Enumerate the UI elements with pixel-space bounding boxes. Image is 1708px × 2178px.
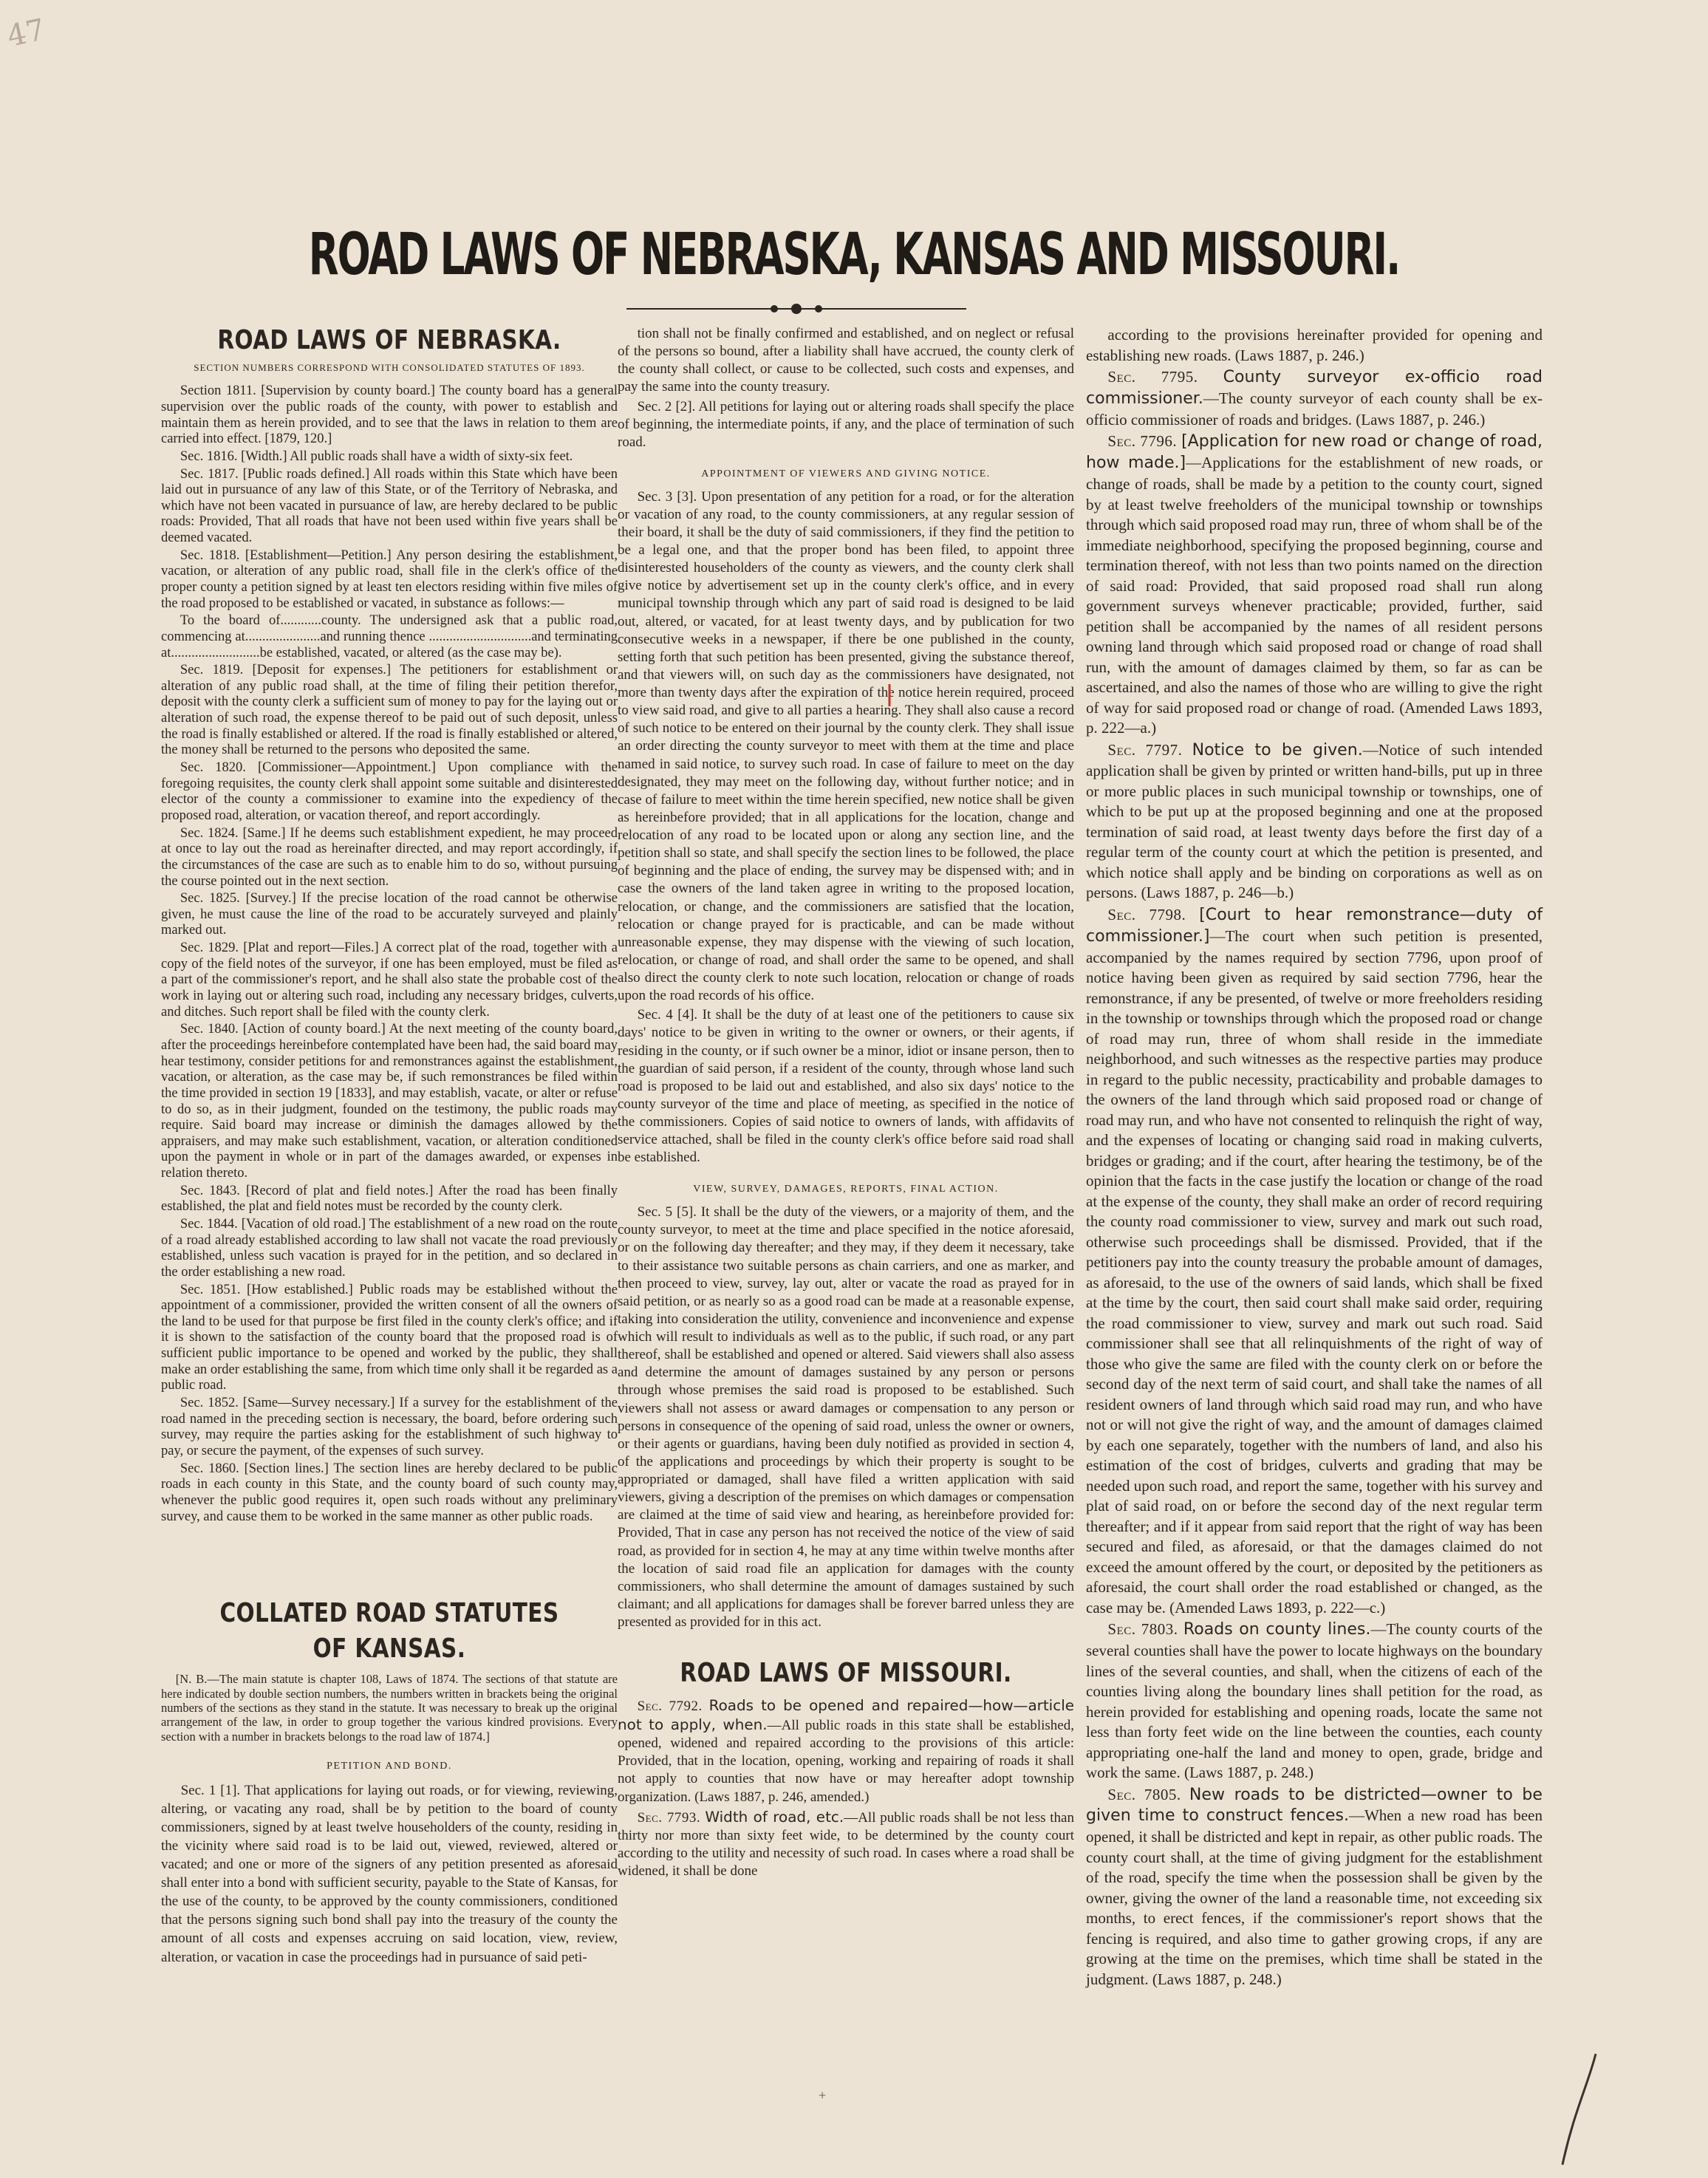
section-heading: County surveyor ex-officio road commissioner. [1086, 368, 1543, 408]
nebraska-sections [161, 383, 618, 1525]
footer-mark: + [819, 2088, 827, 2103]
section-paragraph: Sec. 1825. [Survey.] If the precise location of the road cannot be otherwise given, he must cause the line of the road to be accurately surveyed and plainly marked out. [161, 891, 618, 938]
section-text: —The county courts of the several counties shall have the power to locate highways on the boundary lines of the several counties, and shall, when the citizens of each of the counties living along the boundary lines shall petition for the road, as herein provided for establishing and opening roads, locate the same not less than forty feet wide on the line between the counties, each county appropriating one-half the land and money to open, grade, bridge and work the same. (Laws 1887, p. 248.) [1086, 1620, 1543, 1781]
section-paragraph: Sec. 2 [2]. All petitions for laying out or altering roads shall specify the place of beginning, the intermediate points, if any, and the place of termination of such road. [618, 398, 1074, 450]
nebraska-subnote: SECTION NUMBERS CORRESPOND WITH CONSOLIDATED STATUTES OF 1893. [194, 362, 585, 374]
kansas-subhead-petition: PETITION AND BOND. [327, 1761, 452, 1772]
column-nebraska [161, 325, 618, 1773]
section-text: —Notice of such intended application shall be given by printed or written hand-bills, put up in three or more public places in such municipal township or townships, one of which to be put up at the proposed beginning and one at the proposed termination of said road, at least twenty days before the first day of a regular term of the county court at which the petition is presented, and which notice shall apply and be binding on corporations as well as on persons. (Laws 1887, p. 246—b.) [1086, 740, 1543, 902]
section-paragraph: Sec. 4 [4]. It shall be the duty of at least one of the petitioners to cause six days' notice to be given in writing to the owner or owners, or their agents, if residing in the county, or if such owner be a minor, idiot or insane person, then to the guardian of said person, if a resident of the county, through whose land such road is proposed to be laid out and established, and also six days' notice to the county surveyor of the time and place of meeting, as specified in the notice of the commissioners. Copies of said notice to owners of lands, with affidavits of service attached, shall be filed in the county clerk's office before said road shall be established. [618, 1007, 1075, 1166]
section-number: Sec. 7797. [1107, 740, 1192, 759]
section-paragraph: tion shall not be finally confirmed and established, and on neglect or refusal of the persons so bound, after a liability shall have accrued, the county clerk of the county shall collect, or cause to be collected, such costs and expenses, and pay the same into the county treasury. [618, 326, 1074, 395]
section-paragraph: Sec. 1816. [Width.] All public roads shall have a width of sixty-six feet. [180, 448, 573, 464]
kansas-continued [618, 325, 1074, 451]
page-title: ROAD LAWS OF NEBRASKA, KANSAS AND MISSOURI. [308, 222, 1400, 288]
section-paragraph: To the board of............county. The undersigned ask that a public road, commencing at......................and running thence ..............................and terminating at..........................be established, vacated, or altered (as the case may be). [161, 613, 618, 660]
section-text: according to the provisions hereinafter provided for opening and establishing new roads. (Laws 1887, p. 246.) [1086, 326, 1543, 364]
missouri-sections-b [1086, 325, 1543, 1990]
section-heading: New roads to be districted—owner to be given time to construct fences. [1086, 1785, 1543, 1826]
red-pencil-mark [887, 684, 892, 706]
section-paragraph: Sec. 1818. [Establishment—Petition.] Any person desiring the establishment, vacation, or alteration of any public road, shall file in the clerk's office of the proper county a petition signed by at least ten electors residing within five miles of the road proposed to be established or vacated, in substance as follows:— [161, 547, 618, 611]
section-heading: [Application for new road or change of road, how made.] [1086, 432, 1543, 473]
section-paragraph: Sec. 1843. [Record of plat and field notes.] After the road has been finally established, the plat and field notes must be recorded by the county clerk. [161, 1183, 618, 1215]
section-paragraph: Sec. 5 [5]. It shall be the duty of the viewers, or a majority of them, and the county surveyor, to meet at the time and place specified in the notice aforesaid, or on the following day thereafter; and they may, if they deem it necessary, take to their assistance two suitable persons as chain carriers, and one as marker, and then proceed to view, survey, lay out, alter or vacate the road as prayed for in said petition, or as nearly so as a good road can be made at a reasonable expense, taking into consideration the utility, convenience and inconvenience and expense which will result to individuals as well as to the public, if such road, or any part thereof, shall be established and opened or altered. Said viewers shall also assess and determine the amount of damages sustained by any person or persons through whose premises the said road is proposed to be established. Such viewers shall not assess or award damages or compensation to any person or persons in consequence of the opening of said road, unless the owner or owners, or their agents or guardians, having been duly notified as provided in section 4, of the applications and proceedings by which their property is sought to be appropriated or damaged, shall have filed a written application with said viewers, giving a description of the premises on which damages or compensation are claimed at the time of said view and hearing, as hereinbefore provided for: Provided, That in case any person has not received the notice of the view of said road, as provided for in section 4, he may at any time within twelve months after the location of said road file an application for damages with the county commissioners, who shall determine the amount of damages sustained by such claimant; and all applications for damages shall be forever barred unless they are presented as provided for in this act. [618, 1204, 1074, 1631]
kansas-block [161, 1596, 618, 1967]
section-text: —The county surveyor of each county shall be ex-officio commissioner of roads and bridges. (Laws 1887, p. 246.) [1086, 389, 1543, 429]
kansas-view-sections [618, 1204, 1074, 1631]
column-kansas-missouri [618, 325, 1074, 1936]
pen-stroke-mark [1559, 2054, 1603, 2165]
section-text: —All public roads shall be not less than thirty nor more than sixty feet wide, to be determined by the county court according to the utility and necessity of such road. In cases where a road shall be widened, it shall be done [618, 1809, 1074, 1879]
section-text: —When a new road has been opened, it shall be districted and kept in repair, as other public roads. The county court shall, at the time of giving judgment for the establishment of the road, specify the time when the possession shall be given by the owner, giving the owner of the land a reasonable time, not exceeding six months, to erect fences, if the commissioner's report shows that the fencing is required, and also time to gather growing crops, if any are growing at the time on the premises, which time shall be stated in the judgment. (Laws 1887, p. 248.) [1086, 1806, 1543, 1988]
column-missouri [1086, 325, 1543, 1988]
section-text: —Applications for the establishment of new roads, or change of roads, shall be made by a petition to the county court, signed by at least twelve freeholders of the municipal township or townships through which said proposed road may run, three of whom shall be of the immediate neighborhood, specifying the proposed beginning, course and termination thereof, with not less than two points named on the direction of said road: Provided, that said proposed road shall run along government surveys whenever practicable; provided, further, said petition shall be accompanied by the names of all resident persons owning land through which said proposed road or change of road shall run, with the amount of damages claimed by them, so far as can be ascertained, and also the names of those who are willing to give the right of way for said proposed road or change of road. (Amended Laws 1893, p. 222—a.) [1086, 454, 1543, 737]
kansas-note: [N. B.—The main statute is chapter 108, Laws of 1874. The sections of that statute are here indicated by double section numbers, the numbers written in brackets being the original numbers of the sections as they stand in the statute. It was necessary to break up the original arrangement of the law, in order to group together the various kindred provisions. Every section with a number in brackets belongs to the road law of 1874.] [161, 1672, 618, 1744]
section-paragraph [1086, 905, 1543, 1618]
page-number: 47 [4, 13, 49, 54]
section-paragraph [1086, 325, 1543, 366]
section-paragraph [1086, 431, 1543, 738]
kansas-subhead-viewers: APPOINTMENT OF VIEWERS AND GIVING NOTICE. [701, 468, 991, 479]
section-paragraph: Sec. 1820. [Commissioner—Appointment.] Upon compliance with the foregoing requisites, the county clerk shall appoint some suitable and disinterested elector of the county a commissioner to examine into the expediency of the proposed road, alteration, or vacation thereof, and report accordingly. [161, 760, 618, 823]
section-heading: Width of road, etc. [705, 1807, 844, 1826]
section-paragraph [618, 1808, 1074, 1881]
section-heading: [Court to hear remonstrance—duty of commissioner.] [1086, 905, 1543, 946]
section-paragraph: Sec. 1817. [Public roads defined.] All roads within this State which have been laid out in pursuance of any law of this State, or of the Territory of Nebraska, and which have not been vacated in pursuance of law, are hereby declared to be public roads: Provided, That all roads that have not been used within five years shall be deemed vacated. [161, 466, 618, 546]
section-paragraph: Sec. 1860. [Section lines.] The section lines are hereby declared to be public roads in each county in this State, and the county board of such county may, whenever the public good requires it, open such roads without any preliminary survey, and cause them to be worked in the same manner as other public roads. [161, 1461, 618, 1524]
section-number: Sec. 7798. [1107, 905, 1200, 924]
section-number: Sec. 7792. [637, 1698, 709, 1714]
missouri-heading: ROAD LAWS OF MISSOURI. [680, 1658, 1012, 1689]
nebraska-heading: ROAD LAWS OF NEBRASKA. [217, 325, 561, 355]
section-number: Sec. 7805. [1107, 1785, 1189, 1803]
kansas-subhead-view: VIEW, SURVEY, DAMAGES, REPORTS, FINAL ACTION. [693, 1184, 999, 1195]
missouri-sections-a [618, 1696, 1074, 1880]
section-heading: Roads to be opened and repaired—how—article not to apply, when. [618, 1696, 1074, 1733]
section-text: —All public roads in this state shall be established, opened, widened and repaired according to the provisions of this article: Provided, that in the location, opening, working and repairing of roads it shall not apply to counties that now have or may hereafter adopt township organization. (Laws 1887, p. 246, amended.) [618, 1718, 1074, 1805]
section-text: —The court when such petition is presented, accompanied by the names required by section 7796, upon proof of notice having been given as required by said section 7796, hear the remonstrance, if any be presented, of twelve or more freeholders residing in the township or townships through which the proposed road or change of road may run, three of whom shall reside in the immediate neighborhood, and such witnesses as the respective parties may produce in regard to the public necessity, practicability and probable damages to the owners of the land through which said proposed road or change of road may run, and who have not consented to relinquish the right of way, and the expenses of locating or changing said road in making culverts, bridges or grading; and if the court, after hearing the testimony, be of the opinion that the facts in the case justify the location or change of the road at the expense of the county, they shall make an order of record requiring the county road commissioner to view, survey and mark out such road, otherwise such proceedings shall be dismissed. Provided, that if the petitioners pay into the county treasury the probable amount of damages, as aforesaid, to the use of the owners of said lands, which shall be fixed at the time by the court, then said court shall make said order, requiring the road commissioner to view, survey and mark out such road. Said commissioner shall see that all relinquishments of the right of way of those who give the same are filed with the county clerk on or before the second day of the next term of said court, and shall take the names of all resident owners of land through which said road may run, and who have not or will not give the right of way, and the amount of damages claimed by each one separately, together with the numbers of land, and also his estimation of the cost of bridges, culverts and grading that may be needed upon such road, and report the same, together with his survey and plat of said road, on or before the second day of the next regular term thereafter; and if it appear from said report that the right of way has been secured and filed, as aforesaid, or that the damages claimed do not exceed the amount offered by the court, or deposited by the petitioners as aforesaid, the court shall order the road established or changed, as the case may be. (Amended Laws 1893, p. 222—c.) [1086, 926, 1543, 1617]
section-paragraph: Section 1811. [Supervision by county board.] The county board has a general supervision over the public roads of the county, with power to establish and maintain them as herein provided, and to see that the laws in relation to them are carried into effect. [1879, 120.] [161, 383, 618, 447]
section-paragraph [1086, 740, 1543, 904]
section-paragraph: Sec. 1851. [How established.] Public roads may be established without the appointment of a commissioner, provided the written consent of all the owners of the land to be used for that purpose be first filed in the county clerk's office; and if it is shown to the satisfaction of the county board that the proposed road is of sufficient public importance to be opened and worked by the public, they shall make an order establishing the same, from which time only shall it be regarded as a public road. [161, 1282, 618, 1393]
title-ornament-rule [626, 298, 966, 320]
section-paragraph: Sec. 3 [3]. Upon presentation of any petition for a road, or for the alteration or vacation of any road, to the county commissioners, at any regular session of their board, it shall be the duty of said commissioners, if they find the petition to be a legal one, and that the proper bond has been filed, to appoint three disinterested householders of the county as viewers, and the county clerk shall give notice by advertisement set up in the county clerk's office, and in every municipal township through which any part of said road is designed to be laid out, altered, or vacated, for at least twenty days, and by publication for two consecutive weeks in a newspaper, if there be one published in the county, setting forth that such petition has been presented, giving the substance thereof, and that viewers will, on such day as the commissioners have designated, not more than twenty days after the expiration of the notice herein required, proceed to view said road, and give to all parties a hearing. They shall also cause a record of such notice to be entered on their journal by the county clerk. They shall issue an order directing the county surveyor to meet with them at the time and place named in said notice, to survey such road. In case of failure to meet on the day designated, they may meet on the following day, without further notice; and in case of failure to meet within the time herein specified, new notice shall be given as hereinbefore provided; that in all applications for the location, change and relocation of any road to be located upon or along any section line, and the petition shall so state, and shall specify the section lines to be followed, the place of beginning and the place of ending, the survey may be dispensed with; and in case the owners of the land taken agree in writing to the proposed location, relocation, or change, and the commissioners are satisfied that the location, relocation or change prayed for is practicable, and can be made without unreasonable expense, they may dispense with the viewing of such location, relocation, or change of road, and shall order the same to be opened, and shall also direct the county clerk to note such location, relocation or change of roads upon the road records of his office. [618, 488, 1074, 1004]
section-paragraph [1086, 1785, 1543, 1990]
section-paragraph: Sec. 1844. [Vacation of old road.] The establishment of a new road on the route of a road already established according to law shall not vacate the road previously established, unless such vacation is prayed for in the petition, and so declared in the order establishing a new road. [161, 1216, 618, 1280]
section-heading: Roads on county lines. [1183, 1620, 1371, 1639]
section-paragraph: Sec. 1819. [Deposit for expenses.] The petitioners for establishment or alteration of any public road shall, at the time of filing their petition therefor, deposit with the county clerk a sufficient sum of money to pay for the laying out or alteration of such road, the expense thereof to be paid out of such deposit, unless the road is finally established or altered. If the road is finally established or altered, the money shall be returned to the persons who deposited the same. [161, 663, 618, 758]
section-number: Sec. 7803. [1107, 1620, 1183, 1639]
section-paragraph [1086, 367, 1543, 430]
section-paragraph: Sec. 1852. [Same—Survey necessary.] If a survey for the establishment of the road named in the preceding section is necessary, the board, before ordering such survey, may require the parties asking for the establishment of such highway to pay, or secure the payment, of the expenses of such survey. [161, 1396, 618, 1458]
kansas-petition-text: Sec. 1 [1]. That applications for laying out roads, or for viewing, reviewing, altering, or vacating any road, shall be by petition to the board of county commissioners, signed by at least twelve householders of the county, residing in the vicinity where said road is to be laid out, viewed, reviewed, altered or vacated; and one or more of the signers of any petition presented as aforesaid shall enter into a bond with sufficient security, payable to the State of Kansas, for the use of the county, to be approved by the county commissioners, conditioned that the persons signing such bond shall pay into the treasury of the county the amount of all costs and expenses accruing on said location, view, review, alteration, or vacation in case the proceedings had in pursuance of said peti- [161, 1782, 618, 1965]
kansas-heading: COLLATED ROAD STATUTES OF KANSAS. [219, 1598, 559, 1664]
section-number: Sec. 7796. [1107, 432, 1182, 451]
section-paragraph: Sec. 1840. [Action of county board.] At the next meeting of the county board, after the proceedings hereinbefore contemplated have been had, the said board may hear testimony, consider petitions for and remonstrances against the establishment, vacation, or alteration, as the case may be, if such remonstrances be filed within the time provided in section 19 [1833], and may establish, vacate, or alter or refuse to do so, as in their judgment, founded on the testimony, the public roads may require. Said board may increase or diminish the damages allowed by the appraisers, and may make such establishment, vacation, or alteration conditioned upon the payment in whole or in part of the damages awarded, or expenses in relation thereto. [161, 1022, 618, 1181]
section-number: Sec. 7793. [637, 1809, 706, 1826]
section-number: Sec. 7795. [1107, 368, 1223, 386]
kansas-viewers-sections [618, 488, 1074, 1167]
section-paragraph: Sec. 1829. [Plat and report—Files.] A correct plat of the road, together with a copy of the field notes of the surveyor, if one has been employed, must be filed as a part of the commissioner's report, and he shall also state the probable cost of the work in laying out or altering such road, including any necessary bridges, culverts, and ditches. Such report shall be filed with the county clerk. [161, 940, 618, 1020]
section-paragraph [618, 1696, 1074, 1806]
section-paragraph: Sec. 1824. [Same.] If he deems such establishment expedient, he may proceed at once to lay out the road as hereinafter directed, and may report accordingly, if the circumstances of the case are such as to enable him to do so, without pursuing the course pointed out in the next section. [161, 825, 618, 889]
section-paragraph [1086, 1619, 1543, 1783]
section-heading: Notice to be given. [1192, 740, 1363, 759]
